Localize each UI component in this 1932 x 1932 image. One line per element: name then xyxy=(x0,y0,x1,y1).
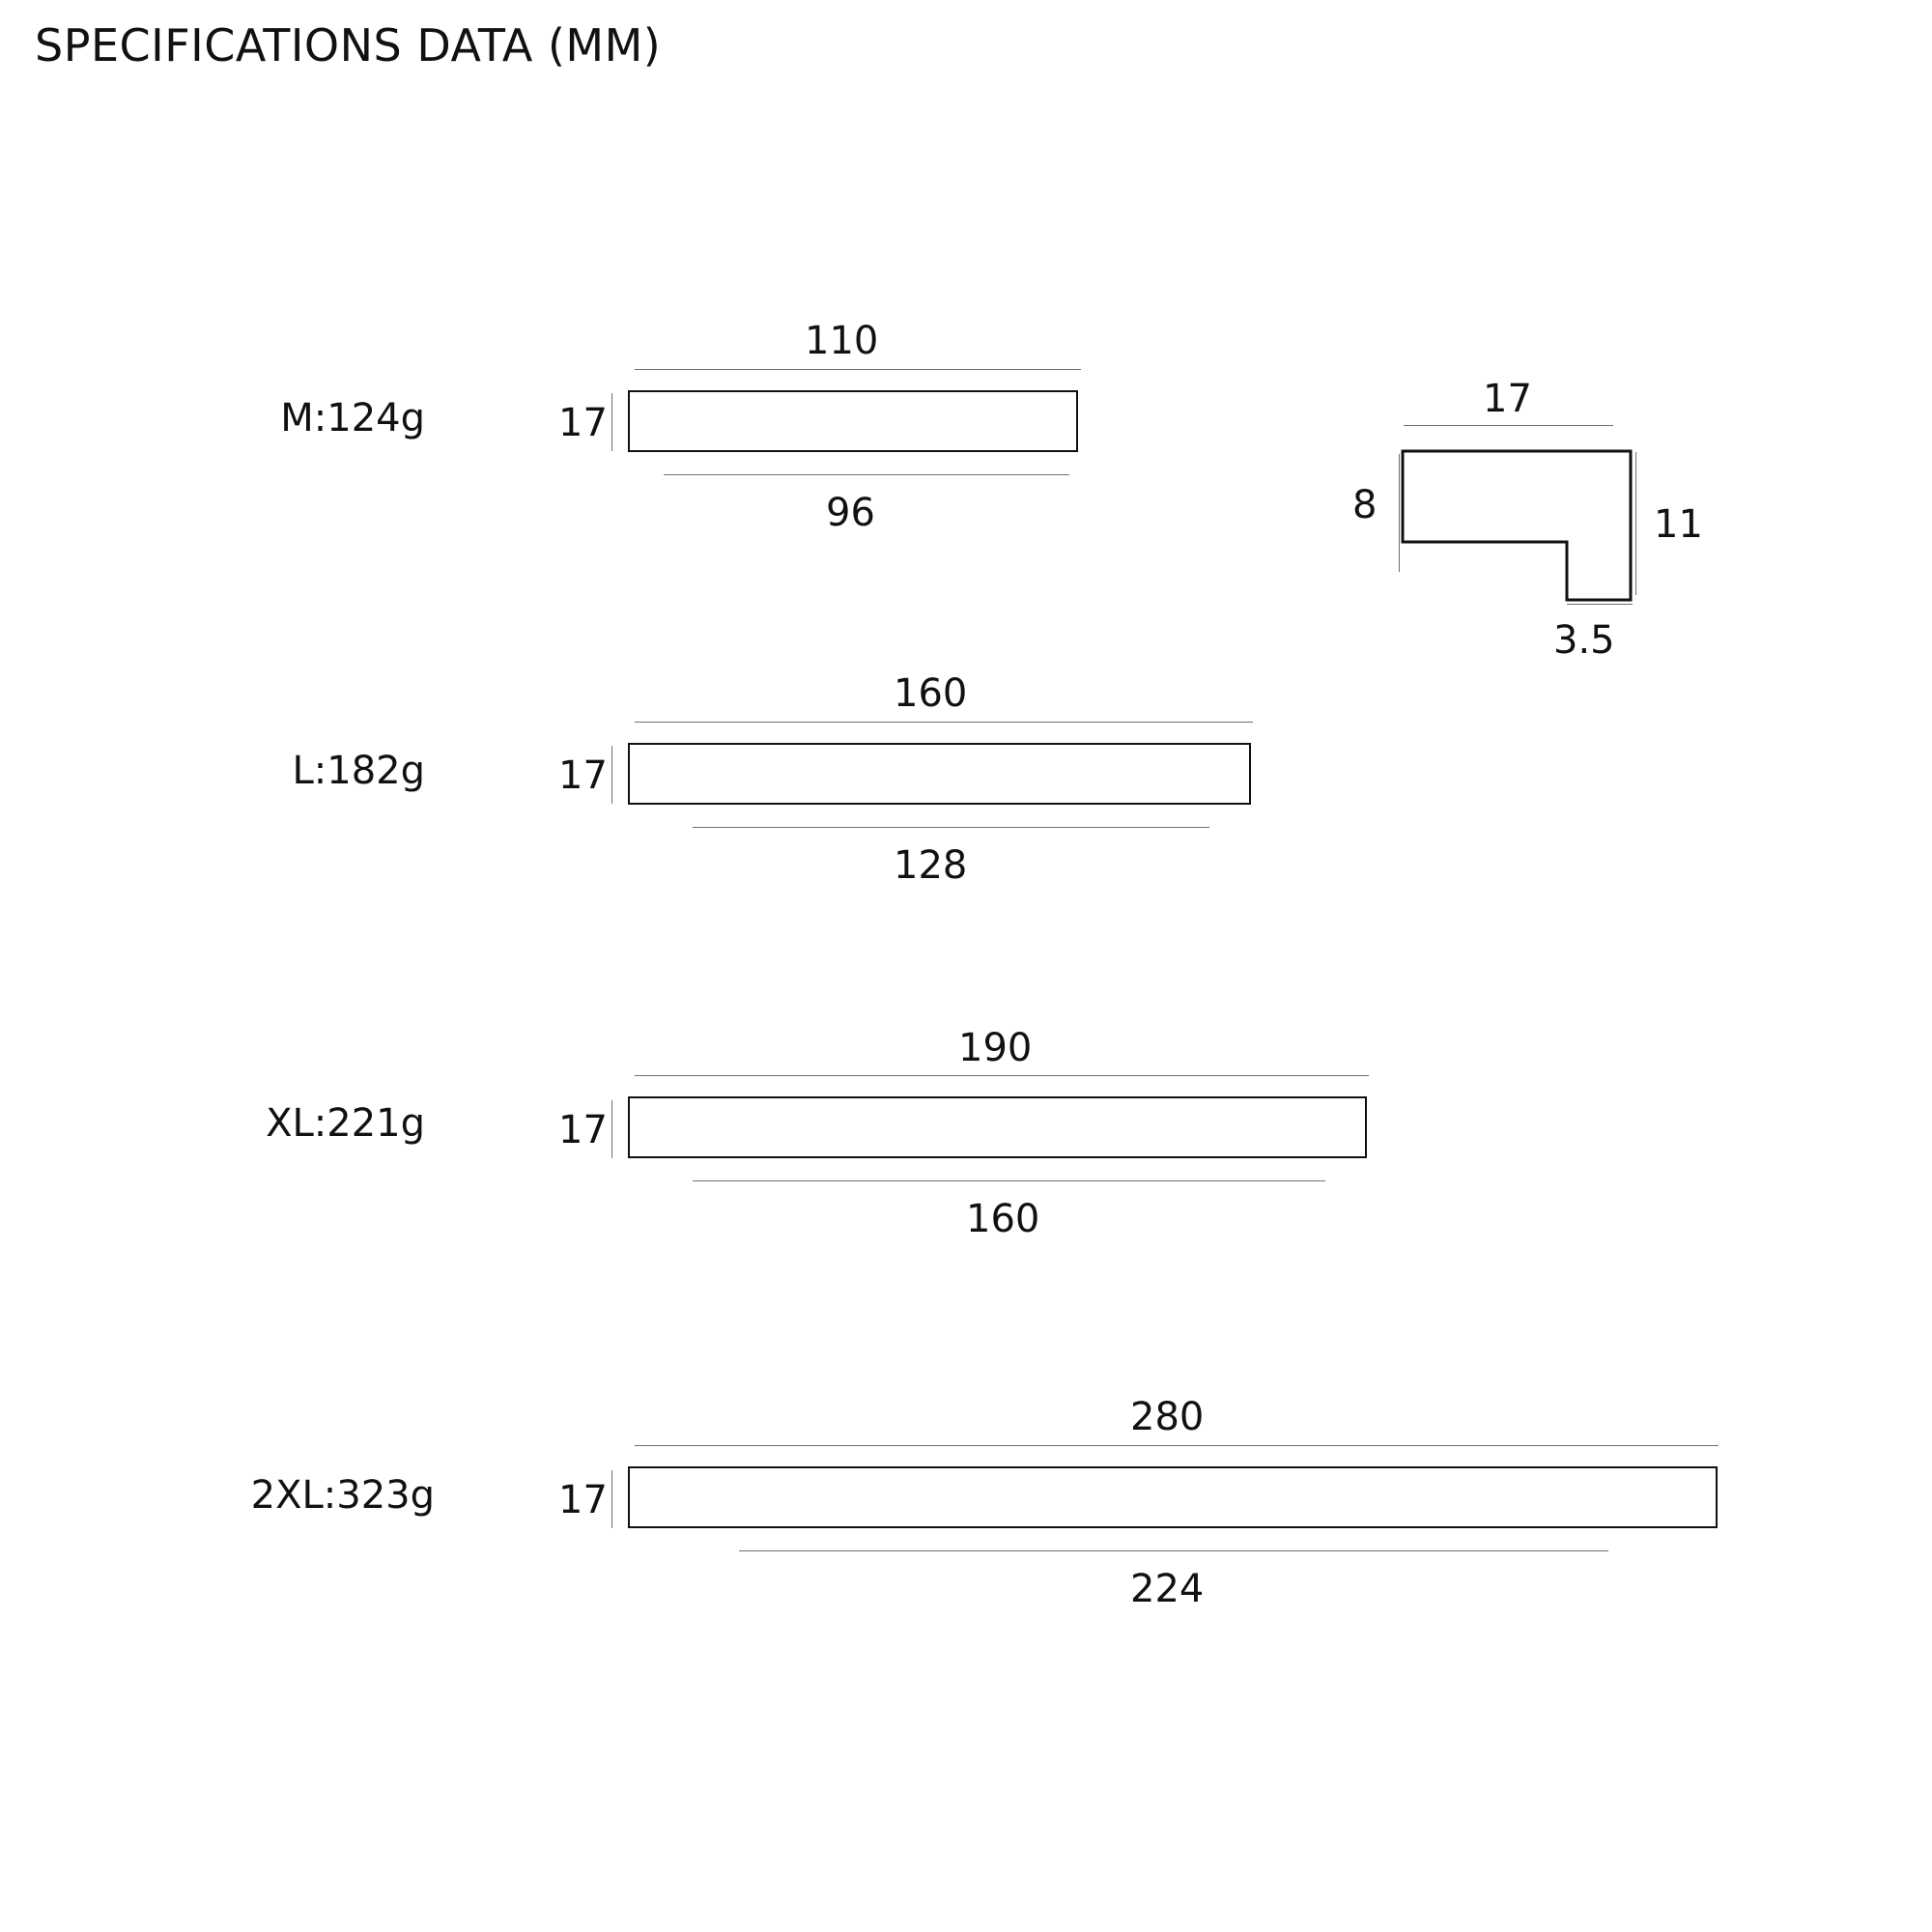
profile-right-dim: 11 xyxy=(1654,502,1703,547)
cross-section-profile xyxy=(1401,449,1633,604)
page-title: SPECIFICATIONS DATA (MM) xyxy=(35,19,662,71)
bar-2xl xyxy=(628,1466,1718,1528)
bottom-dim-line-2xl xyxy=(739,1550,1608,1551)
row-thickness-l: 17 xyxy=(558,753,608,798)
row-thickness-xl: 17 xyxy=(558,1108,608,1152)
top-dim-l: 160 xyxy=(894,671,968,716)
profile-bottom-dim: 3.5 xyxy=(1553,618,1615,663)
top-dim-2xl: 280 xyxy=(1130,1395,1205,1439)
top-dim-line-m xyxy=(635,369,1081,370)
bottom-dim-m: 96 xyxy=(826,491,875,535)
bottom-dim-2xl: 224 xyxy=(1130,1567,1205,1611)
bar-l xyxy=(628,743,1251,805)
bottom-dim-l: 128 xyxy=(894,843,968,888)
row-label-m: M:124g xyxy=(280,396,425,440)
profile-left-dim: 8 xyxy=(1352,483,1378,527)
top-dim-line-2xl xyxy=(635,1445,1719,1446)
row-label-xl: XL:221g xyxy=(266,1101,425,1146)
row-label-l: L:182g xyxy=(292,749,425,793)
profile-bottom-dim-line xyxy=(1567,604,1633,605)
bar-xl xyxy=(628,1096,1367,1158)
profile-top-dim-line xyxy=(1404,425,1613,426)
bottom-dim-line-m xyxy=(664,474,1069,475)
top-dim-m: 110 xyxy=(805,319,879,363)
thickness-tick-2xl xyxy=(611,1470,612,1528)
row-label-2xl: 2XL:323g xyxy=(250,1473,435,1518)
top-dim-line-l xyxy=(635,722,1253,723)
top-dim-line-xl xyxy=(635,1075,1369,1076)
row-thickness-2xl: 17 xyxy=(558,1478,608,1522)
bottom-dim-xl: 160 xyxy=(966,1197,1040,1241)
profile-right-tick xyxy=(1635,452,1636,595)
bottom-dim-line-l xyxy=(693,827,1209,828)
row-thickness-m: 17 xyxy=(558,401,608,445)
bar-m xyxy=(628,390,1078,452)
bottom-dim-line-xl xyxy=(693,1180,1325,1181)
thickness-tick-l xyxy=(611,746,612,804)
profile-left-tick xyxy=(1399,454,1400,572)
thickness-tick-xl xyxy=(611,1100,612,1158)
top-dim-xl: 190 xyxy=(958,1026,1033,1070)
thickness-tick-m xyxy=(611,393,612,451)
profile-top-dim: 17 xyxy=(1483,377,1532,421)
